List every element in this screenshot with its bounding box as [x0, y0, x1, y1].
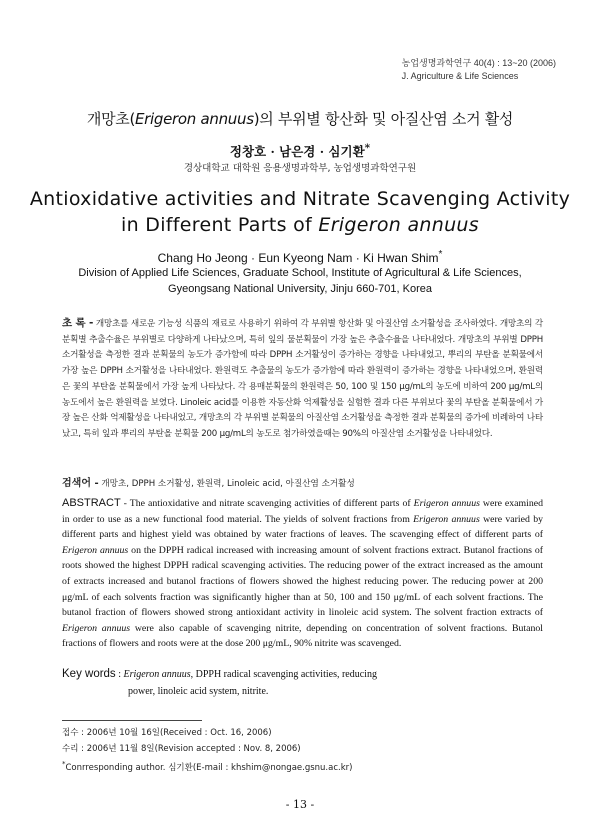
abstract-en-text-1: The antioxidative and nitrate scavenging activities of different parts of [129, 498, 414, 509]
affiliation-korean: 경상대학교 대학원 응용생명과학부, 농업생명과학연구원 [183, 163, 417, 174]
authors-en-mark: * [438, 249, 443, 260]
abstract-en-text-2: were examined in order to use as a new functional food material. The yields of solvent fractions from [62, 498, 544, 525]
abstract-en-species-2: Erigeron annuus [413, 513, 480, 525]
authors-english [0, 249, 600, 265]
abstract-en-species-4: Erigeron annuus [62, 622, 131, 634]
title-en-line2-prefix: in Different Parts of [121, 214, 319, 236]
keywords-korean [62, 474, 543, 489]
footnote-mark: * [62, 760, 66, 768]
keywords-en-sep: : [115, 669, 124, 680]
authors-ko-names: 정창호 · 남은경 · 심기환 [229, 144, 365, 160]
title-ko-species: Erigeron annuus [135, 110, 254, 128]
title-en-line2 [0, 212, 600, 238]
keywords-ko-lead: 검색어 - [62, 478, 99, 489]
keywords-english [62, 666, 543, 700]
journal-citation-ko: 농업생명과학연구 40(4) : 13~20 (2006) [401, 58, 556, 68]
affiliation-en-line1: Division of Applied Life Sciences, Graduate School, Institute of Agricultural & Life Sciences, [78, 267, 522, 279]
authors-ko-mark: * [364, 142, 371, 154]
keywords-en-lead: Key words [62, 668, 116, 680]
affiliation-en-line2: Gyeongsang National University, Jinju 660-701, Korea [168, 283, 432, 295]
keywords-en-line1-rest: , DPPH radical scavenging activities, reducing [190, 669, 377, 680]
footnote-corresponding-text: Conrresponding author. 심기환(E-mail : khshim@nongae.gsnu.ac.kr) [65, 762, 353, 773]
title-english [0, 186, 600, 238]
footnote-divider [62, 720, 202, 721]
abstract-en-dash: - [120, 498, 130, 509]
abstract-en-species-3: Erigeron annuus [62, 544, 129, 556]
authors-korean [0, 142, 600, 160]
keywords-en-line1 [62, 666, 543, 684]
keywords-ko-text: 개망초, DPPH 소거활성, 환원력, Linoleic acid, 아질산염 소거활성 [101, 479, 355, 489]
abstract-english [62, 496, 543, 652]
keywords-en-species: Erigeron annuus [123, 669, 191, 680]
page-number: - 13 - [285, 798, 315, 811]
abstract-ko-lead: 초 록 - [62, 317, 94, 329]
abstract-en-text-5: were also capable of scavenging nitrite, depending on concentration of solvent fractions. Butanol fractions of flowers and roots were at the dose 200 μg/mL, 90% nitrite was scavenged. [62, 622, 544, 650]
abstract-korean [62, 316, 543, 443]
affiliation-english [55, 265, 545, 297]
keywords-en-line2: power, linoleic acid system, nitrite. [128, 685, 269, 697]
title-en-species: Erigeron annuus [318, 214, 479, 236]
journal-citation-en: J. Agriculture & Life Sciences [401, 71, 519, 81]
abstract-en-text-4: on the DPPH radical increased with increasing amount of solvent fractions extract. Butanol fractions of roots showed the highest DPPH radical scavenging activities. The reducing power of the extract increased as the amount of extracts increased and butanol fractions of flowers showed the highest reducing power. The reducing power at 200 μg/mL of each solvents fraction was significantly higher than at 50, 100 and 150 μg/mL of each solvent fractions. The butanol fraction of flowers showed strong antioxidant activity in linoleic acid system. The solvent fraction extracts of [62, 544, 543, 619]
abstract-en-text-3: were varied by different parts and highest yield was obtained by water fractions of leaves. The scavenging effect of different parts of [62, 513, 543, 541]
footnote-accepted: 수리 : 2006년 11월 8일(Revision accepted : Nov. 8, 2006) [62, 743, 301, 754]
abstract-ko-text: 개망초를 새로운 기능성 식품의 재료로 사용하기 위하여 각 부위별 항산화 및 아질산염 소거활성을 조사하였다. 개망초의 각 분획별 추출수율은 부위별로 다양하게 나타났으며, 특히 잎의 물분획물이 가장 높은 추출수율을 나타내었다. 개망초의 부위별 DPPH 소거활성을 측정한 결과 분획물의 농도가 증가함에 따라 DPPH 소거활성이 증가하는 경향을 나타내었고, 뿌리의 부탄올 분획물에서 가장 높은 DPPH 소거활성을 나타내었다. 환원력도 추출물의 농도가 증가함에 따라 환원력이 증가하는 경향을 나타내었으며, 환원력은 꽃의 부탄올 분획물에서 가장 높게 나타났다. 각 용매분획물의 환원력은 50, 100 및 150 μg/mL의 농도에 비하여 200 μg/mL의 농도에서 높은 환원력을 보였다. Linoleic acid를 이용한 자동산화 억제활성을 실험한 결과 다른 부위보다 꽃의 부탄올 분획물에서 가장 높은 산화 억제활성을 나타내었고, 개망초의 각 부위별 분획물의 아질산염 소거활성을 측정한 결과 분획물의 증가에 비례하여 나타났고, 특히 잎과 뿌리의 부탄올 분획물 200 μg/mL의 농도로 첨가하였을때는 90%의 아질산염 소거활성을 나타내었다. [62, 319, 543, 439]
title-ko-suffix: )의 부위별 항산화 및 아질산염 소거 활성 [253, 110, 514, 128]
journal-citation [402, 57, 556, 83]
footnote-received: 접수 : 2006년 10월 16일(Received : Oct. 16, 2006) [62, 728, 272, 738]
footnote-corresponding [62, 757, 352, 776]
title-korean [0, 108, 600, 129]
abstract-en-species-1: Erigeron annuus [413, 498, 480, 509]
abstract-en-lead: ABSTRACT [62, 497, 121, 509]
title-en-line1: Antioxidative activities and Nitrate Scavenging Activity [29, 188, 571, 210]
title-ko-prefix: 개망초( [86, 110, 135, 128]
footnotes [62, 726, 352, 776]
authors-en-names: Chang Ho Jeong · Eun Kyeong Nam · Ki Hwan Shim [157, 251, 439, 265]
